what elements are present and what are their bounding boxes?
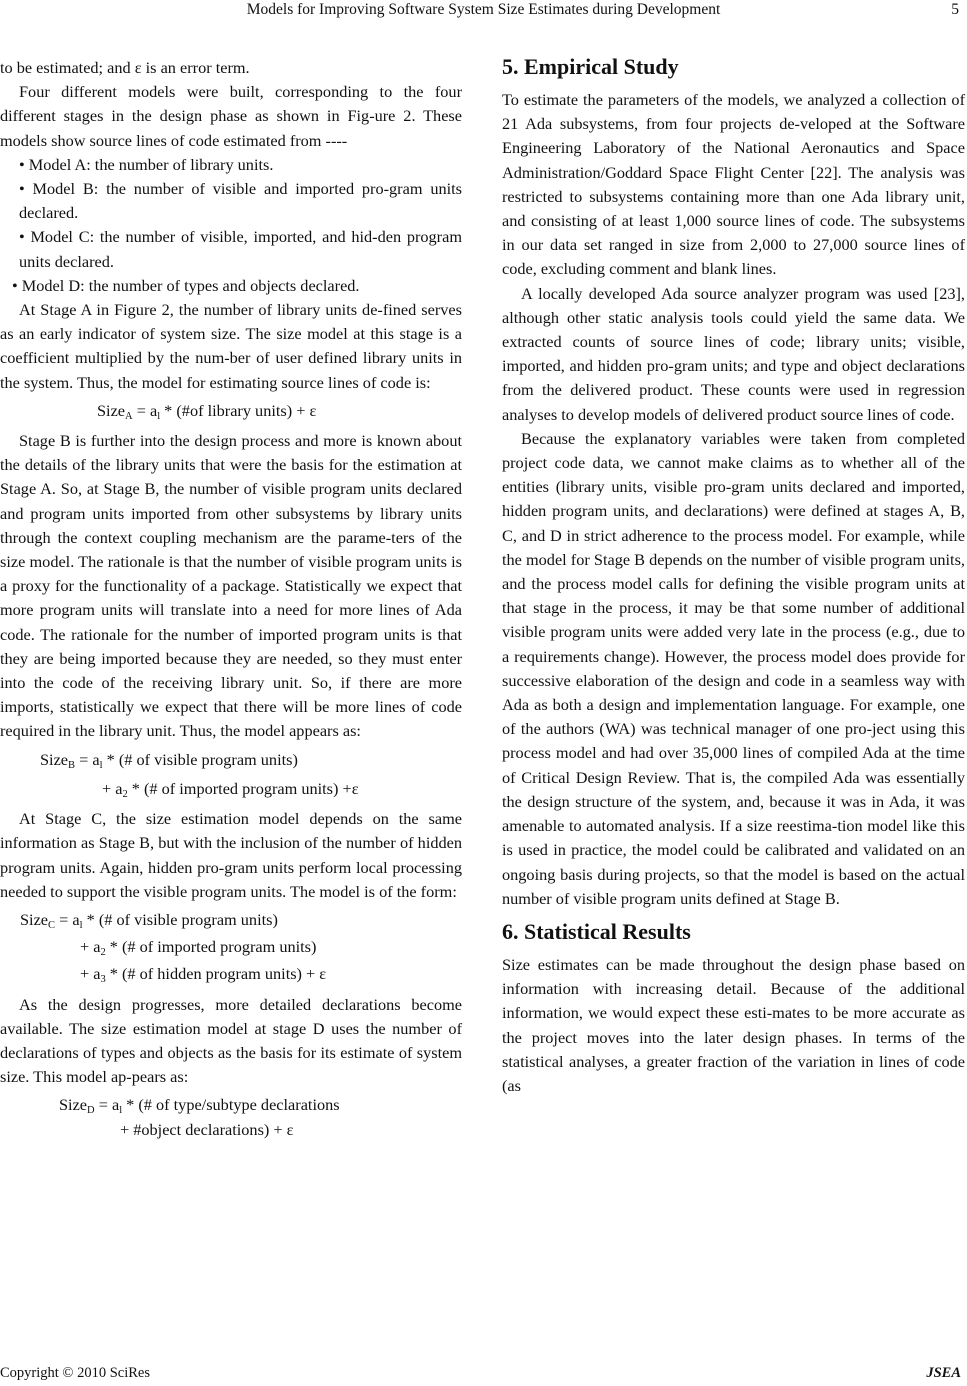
eq-pre: + a [80, 964, 101, 984]
eq-mid: = a [75, 749, 100, 769]
equation-size-b [0, 748, 462, 801]
paragraph: Because the explanatory variables were taken from completed project code data, we cannot make claims as to whether all of the entities (library units, visible pro-gram units declared and imported, hidden program units, and declarations) were defined at stages A, B, C, and D in strict adherence to the process model. For example, while the model for Stage B depends on the number of visible program units, and the process model calls for defining the visible program units at that stage in the process, it may be that some number of additional visible program units were added very late in the process (e.g., due to a requirements change). However, the process model does provide for successive elaboration of the design and code in a seamless way with Ada as both a design and implementation language. For example, one of the authors (WA) was technical manager of one pro-ject using this process model and had over 35,000 lines of compiled Ada at the time of Critical Design Review. That is, the compiled Ada was essentially the design structure of the system, and, because it was in Ada, it was amenable to automated analysis. If a size reestima-tion model like this is used in practice, the model could be calibrated and validated on an ongoing basis during projects, so that the model is based on the actual number of visible program units defined at Stage B. [502, 428, 965, 908]
eq-rest: * (# of visible program units) [82, 909, 278, 929]
eq-sub: B [68, 759, 76, 771]
eq-rest: * (# of hidden program units) + ε [105, 964, 327, 984]
equation-size-a [0, 399, 462, 423]
paragraph: A locally developed Ada source analyzer program was used [23], although other static analysis tools could yield the same data. We extracted counts of source lines of code; library units; visible, imported, and hidden pro-gram units; and type and object declarations from the delivered product. These counts were used in regression analyses to develop models of delivered product source lines of code. [502, 283, 965, 424]
eq-sub: l [119, 1105, 123, 1117]
eq-sub: 3 [100, 974, 106, 986]
eq-sub: 2 [100, 947, 106, 959]
paragraph: At Stage A in Figure 2, the number of library units de-fined serves as an early indicator of system size. The size model at this stage is a coefficient multiplied by the num-ber of user defined library units in the system. Thus, the model for estimating source lines of code is: [0, 300, 462, 392]
eq-mid: = a [55, 909, 80, 929]
running-title: Models for Improving Software System Size Estimates during Development [246, 1, 721, 18]
list-item: • Model D: the number of types and objects declared. [12, 275, 360, 295]
eq-size: Size [20, 909, 49, 929]
right-column [502, 56, 965, 1098]
eq-rest: * (# of type/subtype declarations [122, 1095, 340, 1115]
eq-size: Size [40, 749, 69, 769]
page-number: 5 [951, 1, 959, 18]
copyright-notice: Copyright © 2010 SciRes [0, 1365, 150, 1381]
eq-sub: A [125, 410, 133, 422]
eq-sub: D [87, 1105, 95, 1117]
eq-size: Size [59, 1095, 88, 1115]
eq-sub: l [157, 410, 161, 422]
left-column [0, 56, 462, 1148]
paragraph: At Stage C, the size estimation model depends on the same information as Stage B, but with the inclusion of the number of hidden program units. Again, hidden pro-gram units perform local processing needed to support the visible program units. The model is of the form: [0, 809, 462, 901]
eq-size: Size [97, 400, 126, 420]
paragraph: Stage B is further into the design process and more is known about the details of the library units that were the basis for the estimation at Stage A. So, at Stage B, the number of visible program units declared and program units imported from other subsystems by library units through the context coupling mechanism are the parame-ters of the size model. The rationale is that the number of visible program units is a proxy for the functionality of a package. Statistically we expect that more program units will translate into a need for more lines of Ada code. The rationale for the number of imported program units is that they are being imported because they are needed, so they must enter into the code of the receiving library unit. So, if there are more imports, statistically we expect that there will be more lines of code required in the library unit. Thus, the model appears as: [0, 431, 462, 741]
eq-rest: * (# of imported program units) +ε [127, 778, 359, 798]
eq-sub: C [48, 919, 56, 931]
eq-sub: 2 [122, 788, 128, 800]
list-item: • Model C: the number of visible, imported, and hid-den program units declared. [19, 227, 462, 271]
paragraph: To estimate the parameters of the models, we analyzed a collection of 21 Ada subsystems, from four projects de-veloped at the Software Engineering Laboratory of the National Aeronautics and Space Administration/Goddard Space Flight Center [22]. The analysis was restricted to subsystems containing more than one Ada library unit, and consisting of at least 1,000 source lines of code. The subsystems in our data set ranged in size from 2,000 to 27,000 source lines of code, excluding comment and blank lines. [502, 90, 965, 279]
eq-mid: = a [132, 400, 158, 420]
running-header [0, 0, 967, 22]
equation-size-d [0, 1093, 462, 1141]
section-heading: 5. Empirical Study [502, 54, 679, 79]
journal-name: JSEA [926, 1365, 961, 1381]
eq-mid: = a [94, 1095, 120, 1115]
eq-sub: l [79, 919, 83, 931]
list-item: • Model B: the number of visible and imported pro-gram units declared. [19, 179, 462, 223]
eq-rest: * (#of library units) + ε [160, 400, 317, 420]
page-footer [0, 1363, 967, 1383]
eq-rest: * (# of imported program units) [105, 937, 317, 957]
eq-rest: * (# of visible program units) [102, 749, 298, 769]
paragraph: Four different models were built, corresponding to the four different stages in the design phase as shown in Fig-ure 2. These models show source lines of code estimated from ---- [0, 82, 462, 150]
paragraph: Size estimates can be made throughout the design phase based on information with increasing detail. Because of the additional information, we would expect these esti-mates to be more accurate as the project moves into the later design phases. In terms of the statistical analyses, a greater fraction of the variation in lines of code (as [502, 954, 965, 1095]
paragraph: As the design progresses, more detailed declarations become available. The size estimation model at stage D uses the number of declarations of types and objects as the basis for its estimate of system size. This model ap-pears as: [0, 994, 462, 1087]
eq-rest: + #object declarations) + ε [120, 1119, 294, 1139]
equation-size-c [0, 908, 462, 987]
section-heading: 6. Statistical Results [502, 918, 691, 944]
eq-pre: + a [80, 937, 101, 957]
paragraph: to be estimated; and ε is an error term. [0, 58, 250, 77]
eq-sub: l [99, 759, 103, 771]
eq-pre: + a [102, 778, 123, 798]
list-item: • Model A: the number of library units. [19, 154, 274, 174]
